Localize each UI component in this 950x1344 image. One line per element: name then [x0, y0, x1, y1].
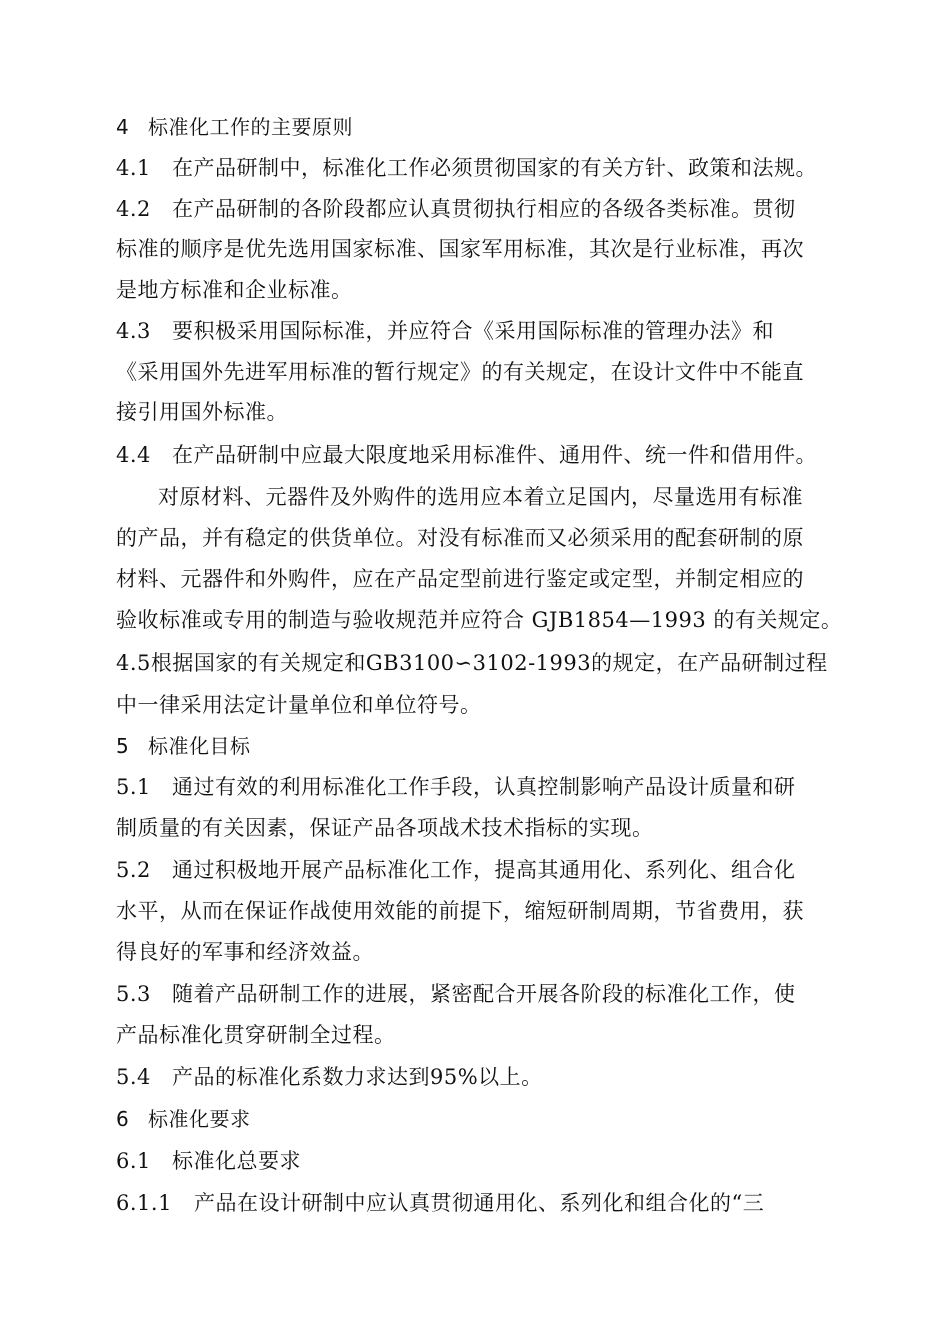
- paragraph-line: 制质量的有关因素，保证产品各项战术技术指标的实现。: [116, 816, 654, 840]
- paragraph-5-3: [116, 979, 852, 1009]
- clause-number: 4.2: [116, 197, 151, 221]
- section-heading-4: [116, 112, 852, 142]
- section-number: 4: [116, 115, 130, 139]
- paragraph-5-1: [116, 772, 852, 802]
- paragraph-line: 中一律采用法定计量单位和单位符号。: [116, 693, 482, 717]
- paragraph-4-5: 4.5根据国家的有关规定和GB3100∽3102-1993的规定，在产品研制过程: [116, 651, 828, 675]
- paragraph-line: 的产品，并有稳定的供货单位。对没有标准而又必须采用的配套研制的原: [116, 526, 804, 550]
- paragraph-line: 材料、元器件和外购件，应在产品定型前进行鉴定或定型，并制定相应的: [116, 567, 804, 591]
- paragraph-line: 验收标准或专用的制造与验收规范并应符合 GJB1854—1993 的有关规定。: [116, 608, 843, 632]
- clause-number: 6.1: [116, 1149, 151, 1173]
- paragraph-4-1: [116, 153, 852, 183]
- paragraph-line: 要积极采用国际标准，并应符合《采用国际标准的管理办法》和: [172, 319, 774, 343]
- paragraph-6-1: [116, 1146, 852, 1176]
- paragraph-line: 在产品研制的各阶段都应认真贯彻执行相应的各级各类标准。贯彻: [172, 197, 796, 221]
- section-heading-6: [116, 1104, 852, 1134]
- section-title: 标准化要求: [148, 1107, 251, 1131]
- clause-number: 6.1.1: [116, 1191, 172, 1215]
- paragraph-line: 是地方标准和企业标准。: [116, 278, 353, 302]
- paragraph-4-3: [116, 316, 852, 346]
- paragraph-line: 在产品研制中应最大限度地采用标准件、通用件、统一件和借用件。: [172, 443, 817, 467]
- section-number: 6: [116, 1107, 130, 1131]
- paragraph-6-1-1: [116, 1188, 852, 1218]
- section-number: 5: [116, 734, 130, 758]
- paragraph-5-2: [116, 855, 852, 885]
- clause-number: 4.4: [116, 443, 151, 467]
- paragraph-line: 通过积极地开展产品标准化工作，提高其通用化、系列化、组合化: [172, 858, 796, 882]
- clause-number: 5.2: [116, 858, 151, 882]
- paragraph-line: 产品的标准化系数力求达到95%以上。: [172, 1065, 543, 1089]
- paragraph-line: 标准的顺序是优先选用国家标准、国家军用标准，其次是行业标准，再次: [116, 237, 804, 261]
- paragraph-line: 接引用国外标准。: [116, 400, 288, 424]
- paragraph-line: 产品标准化贯穿研制全过程。: [116, 1023, 396, 1047]
- paragraph-line: 在产品研制中，标准化工作必须贯彻国家的有关方针、政策和法规。: [172, 156, 817, 180]
- section-heading-5: [116, 731, 852, 761]
- paragraph-line: 随着产品研制工作的进展，紧密配合开展各阶段的标准化工作，使: [172, 982, 796, 1006]
- clause-number: 5.4: [116, 1065, 151, 1089]
- clause-number: 4.3: [116, 319, 151, 343]
- clause-number: 5.3: [116, 982, 151, 1006]
- paragraph-4-4: [116, 440, 852, 470]
- paragraph-line: 得良好的军事和经济效益。: [116, 940, 374, 964]
- clause-number: 5.1: [116, 775, 151, 799]
- paragraph-line: 水平，从而在保证作战使用效能的前提下，缩短研制周期，节省费用，获: [116, 899, 804, 923]
- section-title: 标准化目标: [148, 734, 251, 758]
- paragraph-5-4: [116, 1062, 852, 1092]
- paragraph-line: 对原材料、元器件及外购件的选用应本着立足国内，尽量选用有标准: [158, 485, 803, 509]
- paragraph-line: 标准化总要求: [172, 1149, 301, 1173]
- section-title: 标准化工作的主要原则: [148, 115, 353, 139]
- paragraph-line: 《采用国外先进军用标准的暂行规定》的有关规定，在设计文件中不能直: [116, 360, 804, 384]
- paragraph-line: 产品在设计研制中应认真贯彻通用化、系列化和组合化的“三: [194, 1191, 765, 1215]
- paragraph-4-2: [116, 194, 852, 224]
- clause-number: 4.1: [116, 156, 151, 180]
- paragraph-line: 通过有效的利用标准化工作手段，认真控制影响产品设计质量和研: [172, 775, 796, 799]
